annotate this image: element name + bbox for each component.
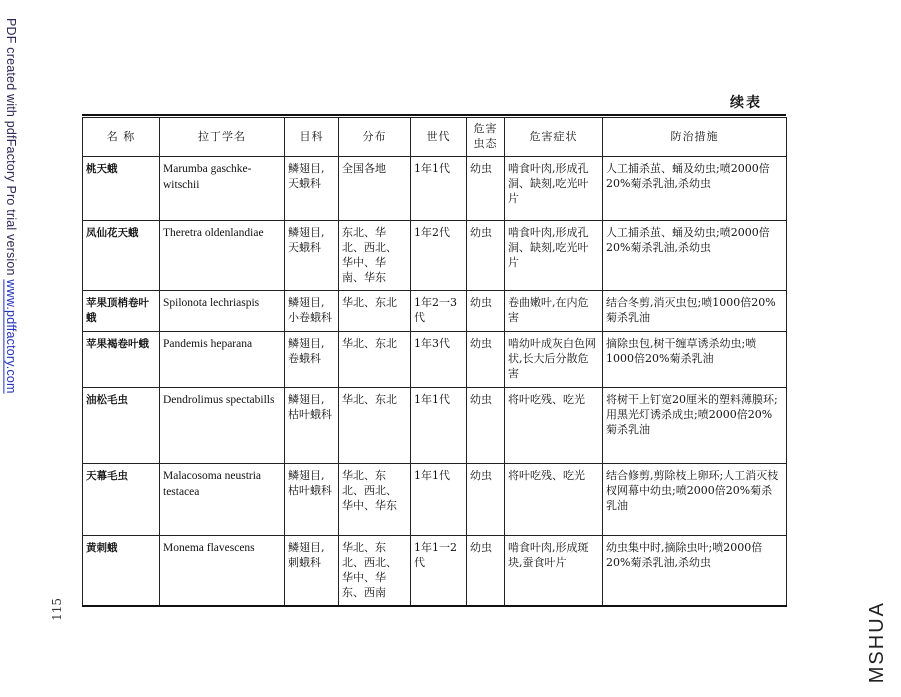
cell-stage: 幼虫 xyxy=(467,332,505,388)
header-latin-name: 拉丁学名 xyxy=(160,118,285,157)
cell-distribution: 华北、东北 xyxy=(339,291,411,332)
cell-name: 苹果顶梢卷叶蛾 xyxy=(83,291,160,332)
pdffactory-link[interactable]: www.pdffactory.com xyxy=(4,279,18,394)
cell-name: 黄刺蛾 xyxy=(83,536,160,607)
cell-generation: 1年1一2代 xyxy=(411,536,467,607)
cell-name: 苹果褐卷叶蛾 xyxy=(83,332,160,388)
cell-control: 摘除虫包,树干缠草诱杀幼虫;喷1000倍20%菊杀乳油 xyxy=(603,332,787,388)
cell-control: 将树干上钉宽20厘米的塑料薄膜环;用黑光灯诱杀成虫;喷2000倍20%菊杀乳油 xyxy=(603,388,787,464)
cell-stage: 幼虫 xyxy=(467,464,505,536)
pdf-banner xyxy=(4,18,18,394)
cell-stage: 幼虫 xyxy=(467,291,505,332)
cell-distribution: 华北、东北、西北、华中、华东、西南 xyxy=(339,536,411,607)
cell-symptoms: 啃食叶肉,形成孔洞、缺刻,吃光叶片 xyxy=(505,157,603,221)
cell-distribution: 全国各地 xyxy=(339,157,411,221)
cell-distribution: 华北、东北 xyxy=(339,332,411,388)
cell-stage: 幼虫 xyxy=(467,221,505,291)
cell-order-family: 鳞翅目,枯叶蛾科 xyxy=(285,464,339,536)
header-name: 名 称 xyxy=(83,118,160,157)
cell-latin: Marumba gaschke-witschii xyxy=(160,157,285,221)
table-top-rule xyxy=(82,114,786,116)
cell-symptoms: 啃幼叶成灰白色网状,长大后分散危害 xyxy=(505,332,603,388)
cell-latin: Spilonota lechriaspis xyxy=(160,291,285,332)
cell-control: 结合修剪,剪除枝上卵环;人工消灭枝杈网幕中幼虫;喷2000倍20%菊杀乳油 xyxy=(603,464,787,536)
cell-name: 天幕毛虫 xyxy=(83,464,160,536)
cell-generation: 1年1代 xyxy=(411,464,467,536)
table-row xyxy=(83,332,787,388)
cell-name: 桃天蛾 xyxy=(83,157,160,221)
cell-distribution: 华北、东北、西北、华中、华东 xyxy=(339,464,411,536)
cell-stage: 幼虫 xyxy=(467,388,505,464)
cell-order-family: 鳞翅目,枯叶蛾科 xyxy=(285,388,339,464)
table-header-row xyxy=(83,118,787,157)
header-control: 防治措施 xyxy=(603,118,787,157)
cell-distribution: 华北、东北 xyxy=(339,388,411,464)
cell-generation: 1年1代 xyxy=(411,388,467,464)
cell-control: 幼虫集中时,摘除虫叶;喷2000倍20%菊杀乳油,杀幼虫 xyxy=(603,536,787,607)
cell-generation: 1年2一3代 xyxy=(411,291,467,332)
cell-generation: 1年2代 xyxy=(411,221,467,291)
pdf-banner-text: PDF created with pdfFactory Pro trial version xyxy=(4,18,18,280)
cell-latin: Theretra oldenlandiae xyxy=(160,221,285,291)
cell-latin: Monema flavescens xyxy=(160,536,285,607)
cell-symptoms: 啃食叶肉,形成孔洞、缺刻,吃光叶片 xyxy=(505,221,603,291)
cell-control: 人工捕杀茧、蛹及幼虫;喷2000倍20%菊杀乳油,杀幼虫 xyxy=(603,157,787,221)
cell-symptoms: 啃食叶肉,形成斑块,蚕食叶片 xyxy=(505,536,603,607)
cell-symptoms: 将叶吃残、吃光 xyxy=(505,388,603,464)
cell-distribution: 东北、华北、西北、华中、华南、华东 xyxy=(339,221,411,291)
cell-name: 凤仙花天蛾 xyxy=(83,221,160,291)
cell-control: 结合冬剪,消灭虫包;喷1000倍20%菊杀乳油 xyxy=(603,291,787,332)
cell-latin: Dendrolimus spectabills xyxy=(160,388,285,464)
cell-latin: Pandemis heparana xyxy=(160,332,285,388)
cell-symptoms: 卷曲嫩叶,在内危害 xyxy=(505,291,603,332)
cell-order-family: 鳞翅目,小卷蛾科 xyxy=(285,291,339,332)
cell-order-family: 鳞翅目,天蛾科 xyxy=(285,221,339,291)
continued-label: 续表 xyxy=(730,95,762,111)
header-distribution: 分布 xyxy=(339,118,411,157)
cell-stage: 幼虫 xyxy=(467,157,505,221)
cell-symptoms: 将叶吃残、吃光 xyxy=(505,464,603,536)
cell-generation: 1年1代 xyxy=(411,157,467,221)
cell-order-family: 鳞翅目,天蛾科 xyxy=(285,157,339,221)
cell-stage: 幼虫 xyxy=(467,536,505,607)
header-symptoms: 危害症状 xyxy=(505,118,603,157)
header-damage-stage: 危害虫态 xyxy=(467,118,505,157)
cell-generation: 1年3代 xyxy=(411,332,467,388)
table-row xyxy=(83,464,787,536)
table-row xyxy=(83,536,787,607)
table-row xyxy=(83,291,787,332)
table-row xyxy=(83,221,787,291)
cell-control: 人工捕杀茧、蛹及幼虫;喷2000倍20%菊杀乳油,杀幼虫 xyxy=(603,221,787,291)
cell-name: 油松毛虫 xyxy=(83,388,160,464)
header-order-family: 目科 xyxy=(285,118,339,157)
cell-order-family: 鳞翅目,卷蛾科 xyxy=(285,332,339,388)
cell-order-family: 鳞翅目,刺蛾科 xyxy=(285,536,339,607)
cell-latin: Malacosoma neustria testacea xyxy=(160,464,285,536)
header-generation: 世代 xyxy=(411,118,467,157)
watermark: MSHUA xyxy=(866,600,888,683)
table-row xyxy=(83,157,787,221)
table-row xyxy=(83,388,787,464)
pest-table xyxy=(82,117,787,607)
page-number: 115 xyxy=(50,598,64,621)
